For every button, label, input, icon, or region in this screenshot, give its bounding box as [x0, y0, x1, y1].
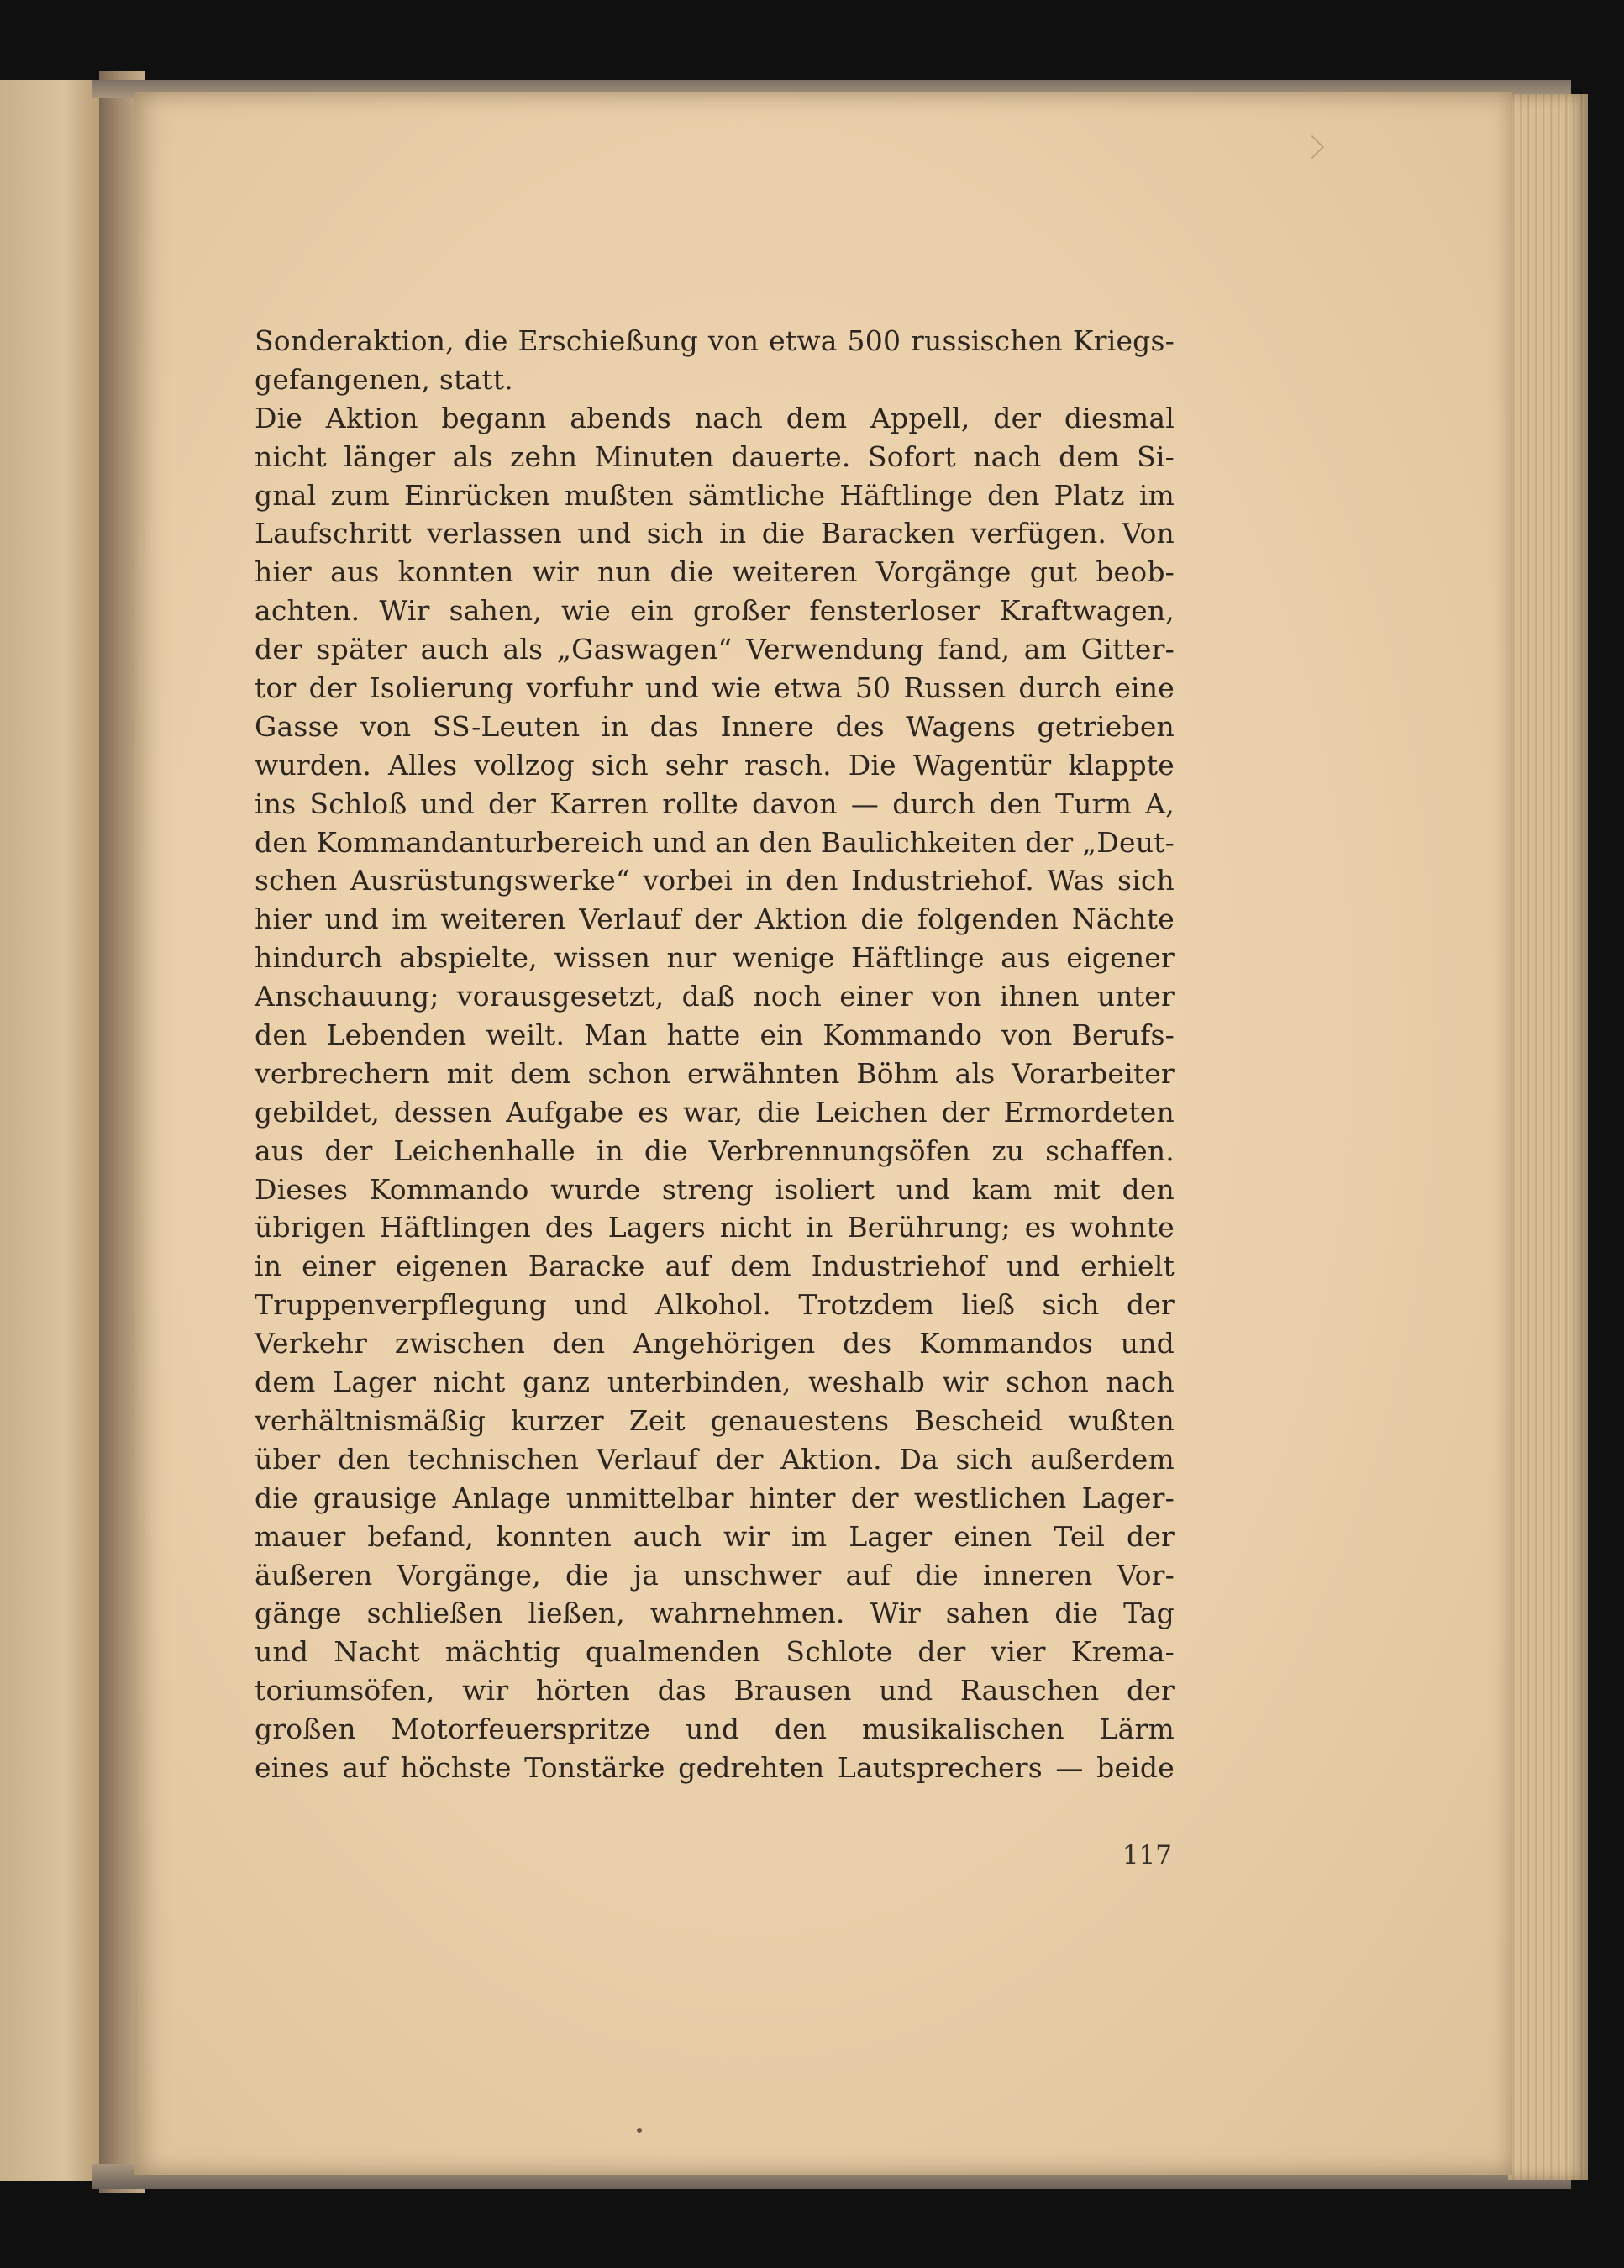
ink-speck: [637, 2128, 642, 2133]
text-line: der später auch als „Gaswagen“ Verwendung fand, am Gitter-: [255, 633, 1175, 666]
text-line: über den technischen Verlauf der Aktion. Da sich außerdem: [255, 1442, 1175, 1476]
text-line: hier und im weiteren Verlauf der Aktion die folgenden Nächte: [255, 902, 1175, 936]
text-line: Sonderaktion, die Erschießung von etwa 500 russischen Kriegs-: [255, 324, 1175, 357]
text-line: Verkehr zwischen den Angehörigen des Kommandos und: [255, 1327, 1175, 1360]
text-line: aus der Leichenhalle in die Verbrennungsöfen zu schaffen.: [255, 1134, 1175, 1167]
text-line: Die Aktion begann abends nach dem Appell, der diesmal: [255, 401, 1175, 434]
text-line: übrigen Häftlingen des Lagers nicht in Berührung; es wohnte: [255, 1211, 1175, 1245]
body-text: [255, 322, 1175, 1787]
page-stack-edges: [1508, 94, 1588, 2180]
text-line: und Nacht mächtig qualmenden Schlote der vier Krema-: [255, 1635, 1175, 1669]
text-line: gebildet, dessen Aufgabe es war, die Leichen der Ermordeten: [255, 1095, 1175, 1129]
text-line: gänge schließen ließen, wahrnehmen. Wir sahen die Tag: [255, 1597, 1175, 1630]
text-line: verbrechern mit dem schon erwähnten Böhm als Vorarbeiter: [255, 1056, 1175, 1090]
text-line: Gasse von SS-Leuten in das Innere des Wagens getrieben: [255, 709, 1175, 743]
text-line: gefangenen, statt.: [255, 362, 513, 396]
text-line: die grausige Anlage unmittelbar hinter der westlichen Lager-: [255, 1481, 1175, 1514]
text-line: Truppenverpflegung und Alkohol. Trotzdem ließ sich der: [255, 1288, 1175, 1322]
text-line: äußeren Vorgänge, die ja unschwer auf die inneren Vor-: [255, 1558, 1175, 1592]
text-line: mauer befand, konnten auch wir im Lager einen Teil der: [255, 1519, 1175, 1553]
text-line: Laufschritt verlassen und sich in die Baracken verfügen. Von: [255, 517, 1175, 550]
text-line: Dieses Kommando wurde streng isoliert und kam mit den: [255, 1172, 1175, 1206]
text-line: ins Schloß und der Karren rollte davon — durch den Turm A,: [255, 787, 1175, 820]
text-line: achten. Wir sahen, wie ein großer fensterloser Kraftwagen,: [255, 594, 1175, 628]
text-line: dem Lager nicht ganz unterbinden, weshalb wir schon nach: [255, 1366, 1175, 1399]
text-line: nicht länger als zehn Minuten dauerte. Sofort nach dem Si-: [255, 439, 1175, 473]
text-line: gnal zum Einrücken mußten sämtliche Häftlinge den Platz im: [255, 478, 1175, 512]
text-line: den Kommandanturbereich und an den Baulichkeiten der „Deut-: [255, 825, 1175, 859]
text-line: verhältnismäßig kurzer Zeit genauestens Bescheid wußten: [255, 1403, 1175, 1437]
text-line: tor der Isolierung vorfuhr und wie etwa 50 Russen durch eine: [255, 671, 1175, 705]
text-line: großen Motorfeuerspritze und den musikalischen Lärm: [255, 1713, 1175, 1746]
text-line: den Lebenden weilt. Man hatte ein Kommando von Berufs-: [255, 1018, 1175, 1052]
text-line: toriumsöfen, wir hörten das Brausen und Rauschen der: [255, 1674, 1175, 1708]
text-line: Anschauung; vorausgesetzt, daß noch einer von ihnen unter: [255, 980, 1175, 1013]
text-line: hindurch abspielte, wissen nur wenige Häftlinge aus eigener: [255, 941, 1175, 975]
page-number: 117: [1122, 1840, 1172, 1871]
text-line: eines auf höchste Tonstärke gedrehten Lautsprechers — beide: [255, 1750, 1175, 1784]
text-line: schen Ausrüstungswerke“ vorbei in den Industriehof. Was sich: [255, 864, 1175, 897]
text-line: in einer eigenen Baracke auf dem Industriehof und erhielt: [255, 1250, 1175, 1283]
text-line: wurden. Alles vollzog sich sehr rasch. Die Wagentür klappte: [255, 748, 1175, 781]
text-line: hier aus konnten wir nun die weiteren Vorgänge gut beob-: [255, 555, 1175, 589]
